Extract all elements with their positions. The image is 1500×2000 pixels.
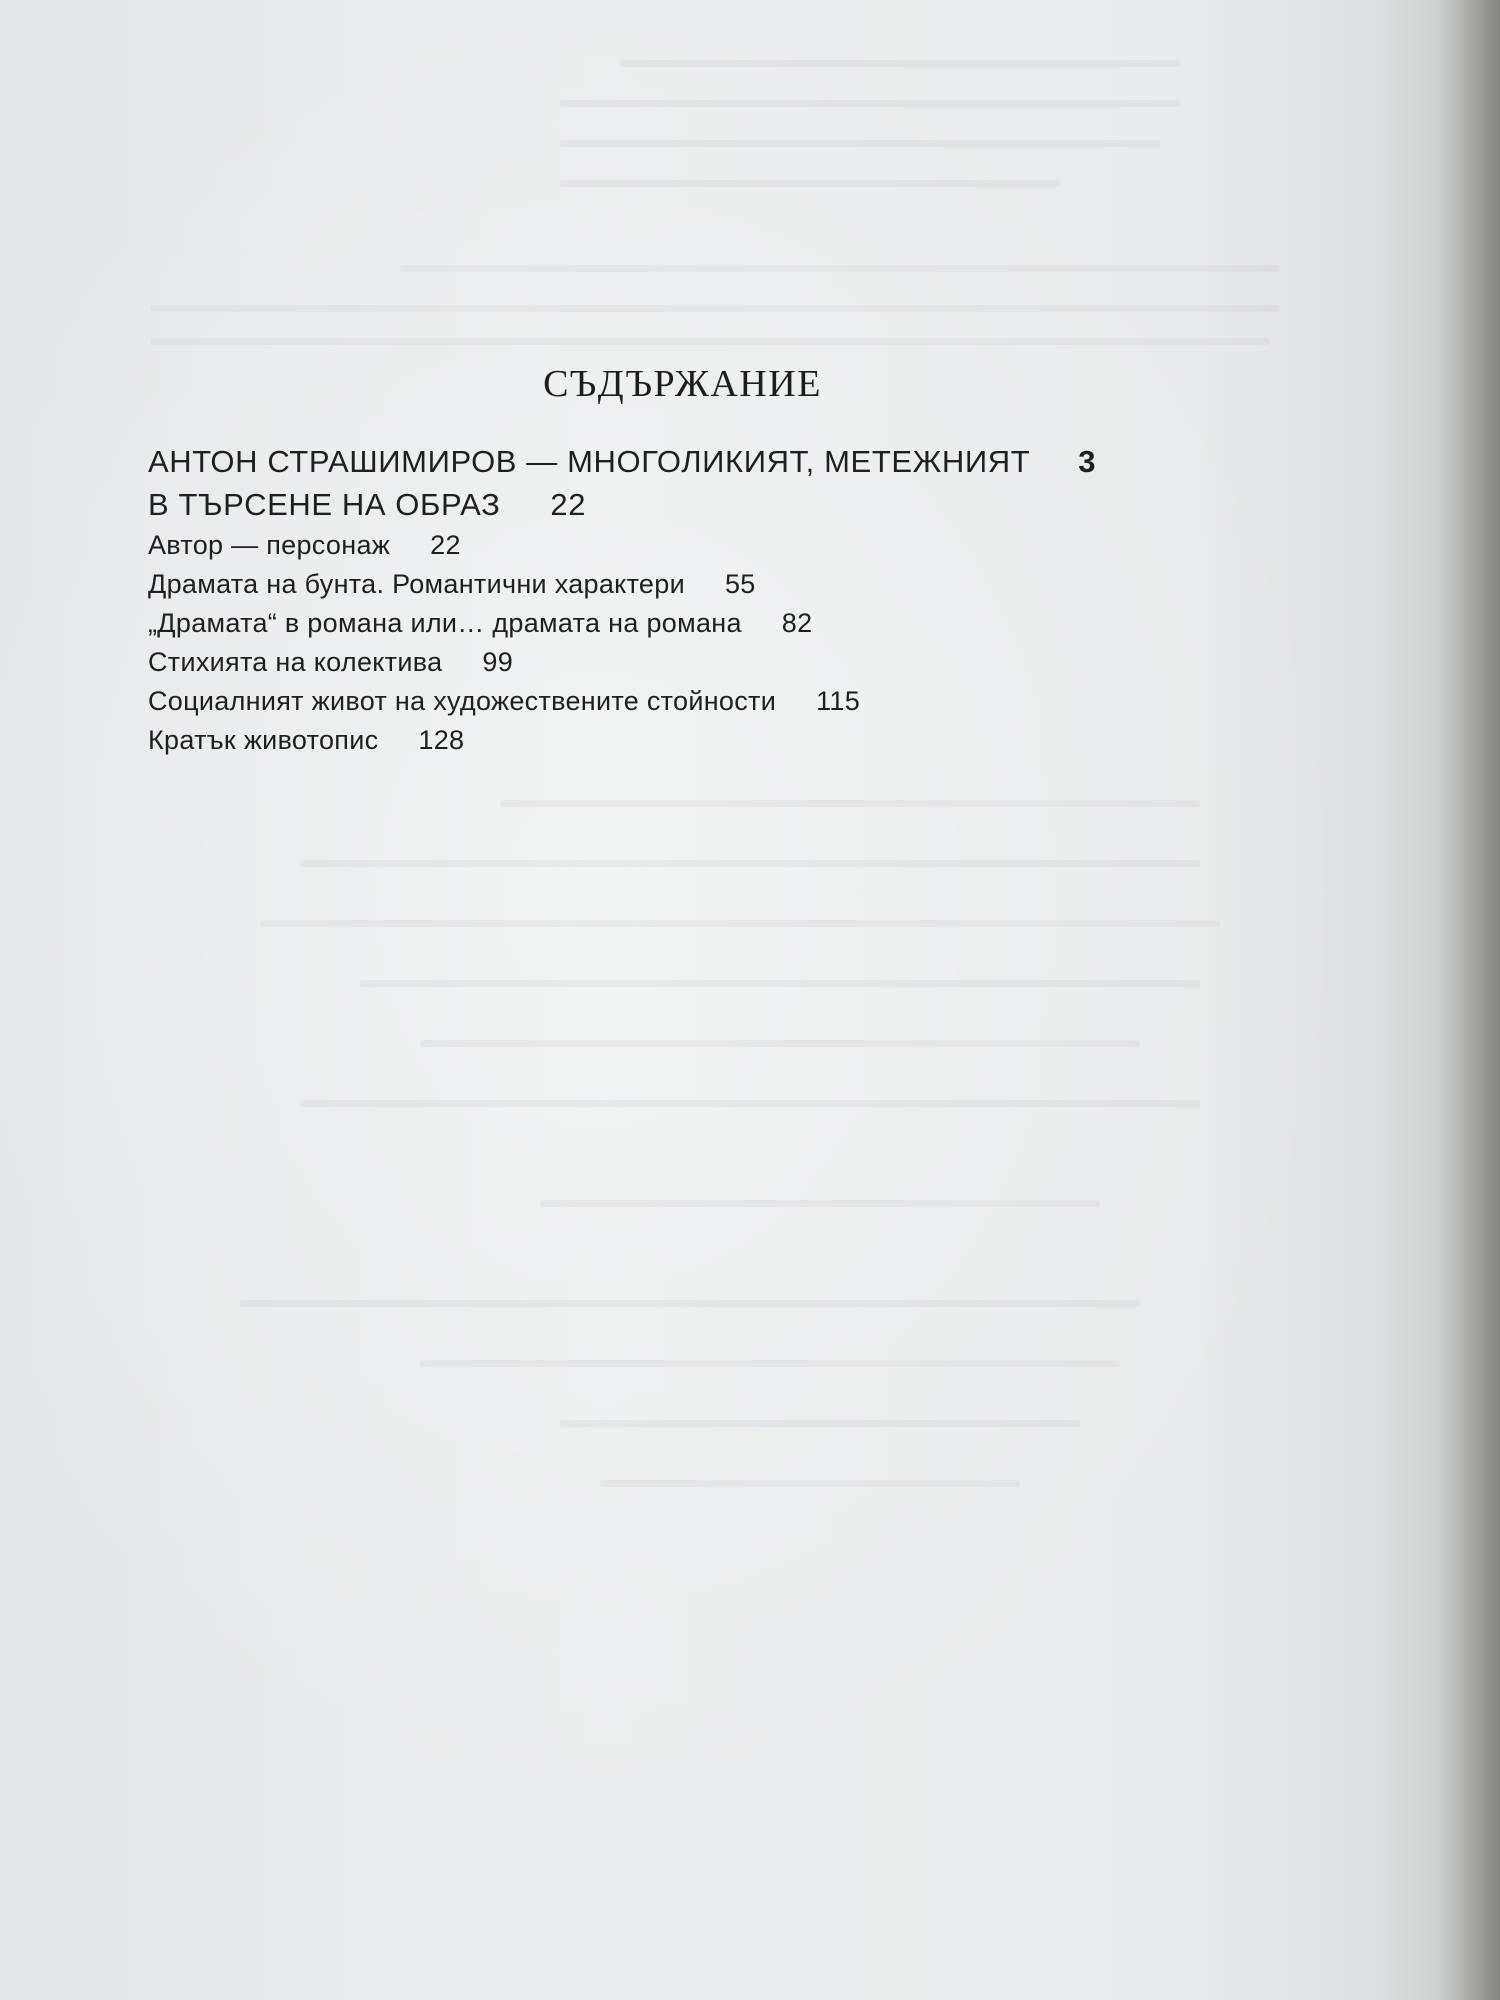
toc-entry-page: 115 — [816, 686, 861, 716]
show-through-line — [300, 1100, 1200, 1107]
toc-entry — [148, 647, 1298, 686]
toc-entry-page: 128 — [418, 725, 465, 755]
toc-entry — [148, 608, 1298, 647]
show-through-line — [560, 140, 1160, 147]
table-of-contents — [148, 444, 1298, 764]
toc-entry-title: В ТЪРСЕНЕ НА ОБРАЗ — [148, 487, 501, 522]
toc-entry-title: Автор — персонаж — [148, 530, 391, 560]
toc-entry — [148, 487, 1298, 530]
show-through-line — [500, 800, 1200, 807]
toc-entry — [148, 444, 1298, 487]
toc-entry-title: Социалният живот на художествените стойности — [148, 686, 777, 716]
toc-entry-page: 22 — [430, 530, 461, 560]
show-through-line — [420, 1360, 1120, 1367]
toc-entry — [148, 725, 1298, 764]
spine-shadow — [1440, 0, 1500, 2000]
show-through-line — [540, 1200, 1100, 1207]
show-through-line — [300, 860, 1200, 867]
show-through-line — [600, 1480, 1020, 1487]
show-through-line — [400, 265, 1280, 272]
toc-entry-title: Кратък животопис — [148, 725, 379, 755]
toc-entry-page: 3 — [1078, 444, 1097, 479]
show-through-line — [560, 180, 1060, 187]
show-through-line — [560, 100, 1180, 107]
toc-entry-page: 82 — [781, 608, 813, 638]
toc-entry-page: 55 — [724, 569, 756, 599]
show-through-line — [260, 920, 1220, 927]
page-title: СЪДЪРЖАНИЕ — [543, 363, 822, 405]
show-through-line — [420, 1040, 1140, 1047]
show-through-line — [620, 60, 1180, 67]
toc-entry-title: Драмата на бунта. Романтични характери — [148, 569, 685, 599]
show-through-line — [150, 338, 1270, 345]
show-through-line — [560, 1420, 1080, 1427]
toc-entry-page: 99 — [482, 647, 514, 677]
show-through-line — [150, 305, 1280, 312]
toc-entry — [148, 569, 1298, 608]
show-through-line — [360, 980, 1200, 987]
toc-entry — [148, 686, 1298, 725]
show-through-line — [240, 1300, 1140, 1307]
toc-entry — [148, 530, 1298, 569]
toc-entry-title: АНТОН СТРАШИМИРОВ — МНОГОЛИКИЯТ, МЕТЕЖНИЯТ — [148, 444, 1031, 479]
toc-entry-title: Стихията на колектива — [148, 647, 443, 677]
toc-entry-title: „Драмата“ в романа или… драмата на романа — [148, 608, 742, 638]
toc-entry-page: 22 — [550, 487, 587, 522]
